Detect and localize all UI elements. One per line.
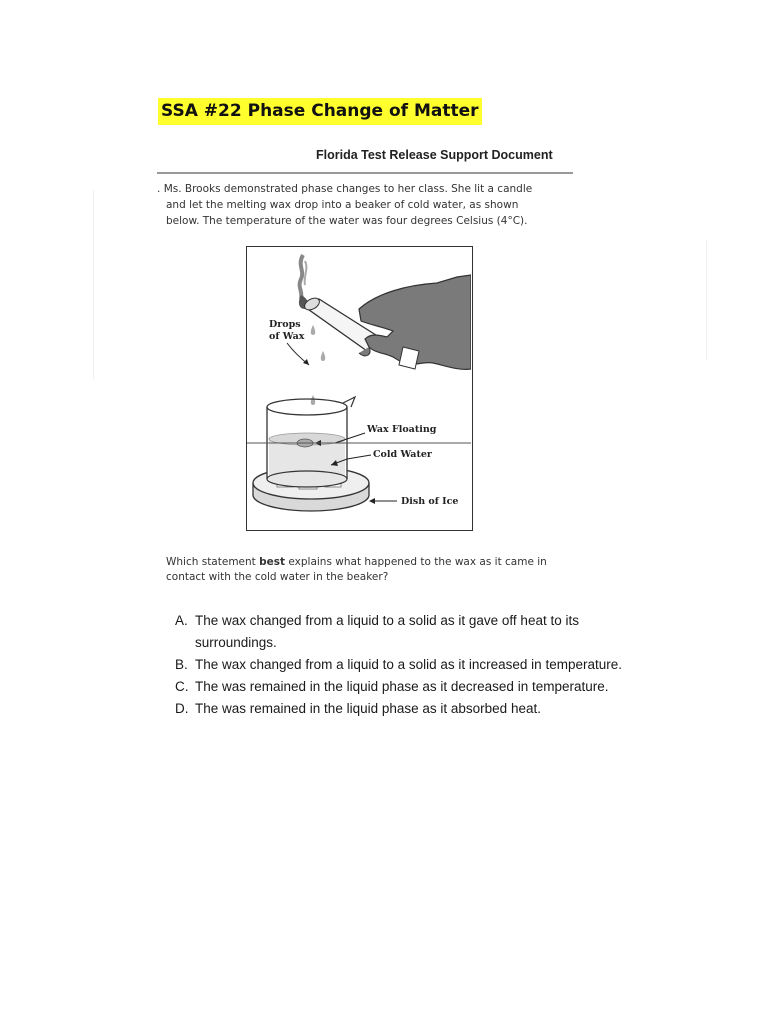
option-text: The was remained in the liquid phase as it absorbed heat. [195,701,541,716]
wax-floating-label: Wax Floating [367,424,437,435]
intro-line-2: and let the melting wax drop into a beaker of cold water, as shown [166,199,519,211]
option-a[interactable] [175,610,655,654]
question-line-2: contact with the cold water in the beaker? [166,571,389,583]
intro-paragraph [157,181,567,229]
answer-options [175,610,655,720]
option-text: The wax changed from a liquid to a solid as it gave off heat to its [195,613,579,628]
cold-water-label: Cold Water [373,449,432,460]
drops-arrowhead [303,359,309,365]
intro-line-1: . Ms. Brooks demonstrated phase changes to her class. She lit a candle [157,183,533,195]
wax-drop-1 [311,325,316,335]
intro-line-3: below. The temperature of the water was four degrees Celsius (4°C). [166,215,528,227]
wax-drop-2 [321,351,326,361]
cuff [399,347,419,369]
support-document-heading: Florida Test Release Support Document [316,148,553,162]
question-emphasis: best [259,556,286,568]
dish-of-ice-label: Dish of Ice [401,496,459,507]
drops-label-line-1: Drops [269,319,301,330]
question-stem [166,555,586,585]
beaker-bottom [267,471,347,487]
option-text: The wax changed from a liquid to a solid as it increased in temperature. [195,657,622,672]
option-d[interactable] [175,698,655,720]
option-letter: B. [175,657,188,672]
page-title: SSA #22 Phase Change of Matter [158,98,482,125]
option-letter: D. [175,701,189,716]
figure-illustration [247,247,471,529]
scan-edge-right [706,240,707,360]
option-text: The was remained in the liquid phase as it decreased in temperature. [195,679,609,694]
question-line-1: Which statement best explains what happened to the wax as it came in [166,556,547,568]
option-letter: C. [175,679,189,694]
header-divider [157,172,573,174]
option-text-continued: surroundings. [195,635,277,650]
option-letter: A. [175,613,188,628]
option-b[interactable] [175,654,655,676]
scan-edge-left [93,190,94,380]
smoke-wisp [305,261,307,285]
experiment-figure [246,246,473,531]
smoke [300,255,303,299]
intro-bullet: . [157,183,161,195]
option-c[interactable] [175,676,655,698]
beaker-spout [343,397,355,407]
drops-label-line-2: of Wax [269,331,305,342]
wax-drop-3 [311,395,316,405]
